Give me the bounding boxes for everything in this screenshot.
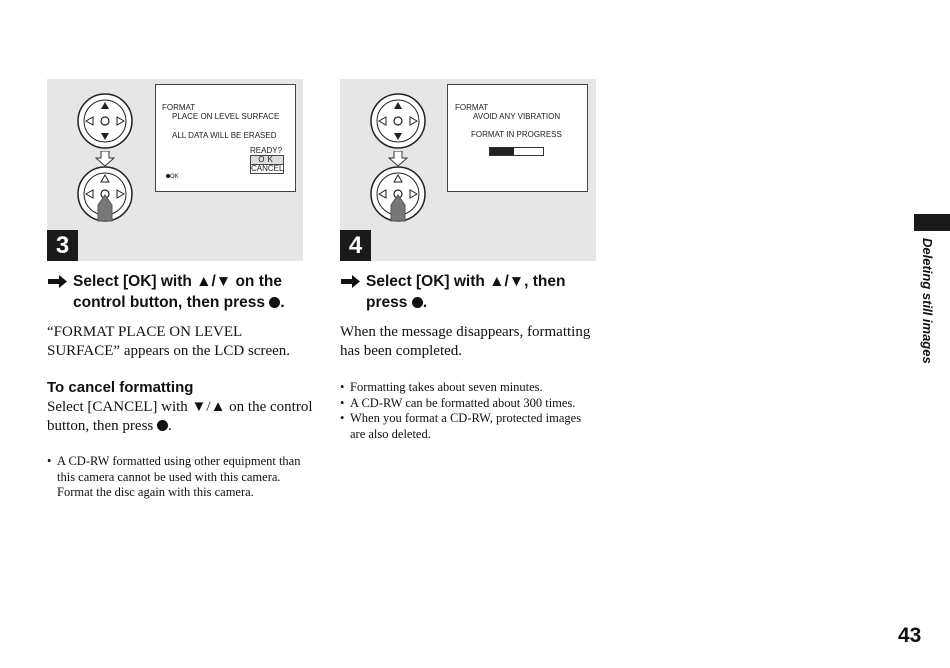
section-tab — [914, 214, 950, 231]
section-side-label: Deleting still images — [920, 238, 935, 364]
lcd-screen — [447, 84, 588, 192]
cancel-line2: button, then press — [47, 418, 154, 434]
step4-notes — [340, 380, 596, 442]
control-button-icon — [369, 92, 427, 150]
lcd-line2: ALL DATA WILL BE ERASED — [172, 131, 277, 140]
lcd-format-label: FORMAT — [162, 103, 196, 112]
lcd-hint-text: OK — [170, 174, 179, 180]
cancel-body: Select [CANCEL] with ▼/▲ on the control button, then press . — [47, 398, 317, 436]
press-dot-icon — [269, 297, 280, 308]
lcd-line1: PLACE ON LEVEL SURFACE — [172, 112, 280, 121]
step3-heading-line1: Select [OK] with ▲/▼ on the — [73, 273, 282, 290]
step3-body-line2: SURFACE” appears on the LCD screen. — [47, 343, 291, 359]
step3-illustration — [47, 79, 303, 261]
step4-body — [340, 323, 610, 361]
step4-illustration — [340, 79, 596, 261]
list-item: • A CD-RW can be formatted about 300 times. — [340, 396, 596, 412]
press-dot-icon — [157, 420, 168, 431]
control-button-press-icon — [369, 165, 429, 225]
lcd-line2: FORMAT IN PROGRESS — [471, 130, 562, 139]
format-progress-fill — [490, 148, 514, 155]
page-number: 43 — [898, 624, 922, 647]
lcd-hint — [166, 174, 179, 180]
lcd-cancel-option: CANCEL — [251, 164, 284, 173]
step3-notes — [47, 454, 309, 501]
cancel-line1: Select [CANCEL] with ▼/▲ on the control — [47, 399, 313, 415]
control-button-icon — [76, 92, 134, 150]
right-arrow-icon — [47, 271, 69, 292]
lcd-screen — [155, 84, 296, 192]
format-progress-bar — [489, 147, 544, 156]
step3-body — [47, 323, 317, 361]
step-number: 4 — [340, 230, 371, 261]
control-button-press-icon — [76, 165, 136, 225]
list-item: • A CD-RW formatted using other equipment than this camera cannot be used with this camera. Format the disc again with this camera. — [47, 454, 309, 501]
lcd-line1: AVOID ANY VIBRATION — [473, 112, 561, 121]
step4-body-line2: has been completed. — [340, 343, 463, 359]
lcd-format-label: FORMAT — [455, 103, 489, 112]
list-item: • When you format a CD-RW, protected images are also deleted. — [340, 411, 596, 442]
step4-body-line1: When the message disappears, formatting — [340, 324, 591, 340]
list-item: • Formatting takes about seven minutes. — [340, 380, 596, 396]
step4-heading-line1: Select [OK] with ▲/▼, then — [366, 273, 566, 290]
step4-heading-line2: press — [366, 294, 408, 311]
step3-heading-line2: control button, then press — [73, 294, 266, 311]
lcd-ready: READY? — [250, 146, 283, 155]
cancel-title: To cancel formatting — [47, 379, 194, 396]
step3-body-line1: “FORMAT PLACE ON LEVEL — [47, 324, 243, 340]
press-dot-icon — [412, 297, 423, 308]
right-arrow-icon — [340, 271, 362, 292]
step-number: 3 — [47, 230, 78, 261]
lcd-ok-option: OK — [250, 155, 284, 165]
